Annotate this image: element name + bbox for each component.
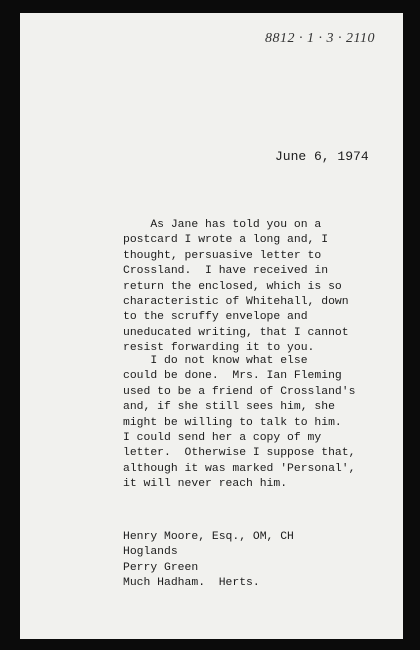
text-line: return the enclosed, which is so bbox=[123, 280, 342, 293]
text-line: I do not know what else bbox=[123, 355, 308, 367]
text-line: and, if she still sees him, she bbox=[123, 401, 335, 414]
text-line: to the scruffy envelope and bbox=[123, 311, 308, 324]
text-line: characteristic of Whitehall, down bbox=[123, 296, 349, 309]
text-line: uneducated writing, that I cannot bbox=[123, 326, 349, 339]
letter-date: June 6, 1974 bbox=[275, 149, 369, 164]
text-line: could be done. Mrs. Ian Fleming bbox=[123, 370, 342, 383]
recipient-address bbox=[123, 530, 294, 592]
text-line: Crossland. I have received in bbox=[123, 265, 329, 278]
body-paragraph-2 bbox=[123, 354, 355, 493]
text-line: postcard I wrote a long and, I bbox=[123, 234, 329, 247]
address-line: Perry Green bbox=[123, 561, 199, 574]
text-line: resist forwarding it to you. bbox=[123, 342, 315, 355]
text-line: used to be a friend of Crossland's bbox=[123, 385, 356, 398]
text-line: might be willing to talk to him. bbox=[123, 416, 342, 429]
address-line: Henry Moore, Esq., OM, CH bbox=[123, 531, 294, 543]
text-line: it will never reach him. bbox=[123, 478, 288, 491]
text-line: although it was marked 'Personal', bbox=[123, 462, 356, 475]
address-line: Much Hadham. Herts. bbox=[123, 577, 260, 590]
archive-reference: 8812 · 1 · 3 · 2110 bbox=[265, 31, 375, 46]
text-line: letter. Otherwise I suppose that, bbox=[123, 447, 356, 460]
letter-page bbox=[20, 13, 403, 639]
text-line: As Jane has told you on a bbox=[123, 219, 322, 231]
address-line: Hoglands bbox=[123, 546, 178, 559]
body-paragraph-1 bbox=[123, 218, 349, 357]
text-line: I could send her a copy of my bbox=[123, 432, 322, 445]
text-line: thought, persuasive letter to bbox=[123, 249, 322, 262]
